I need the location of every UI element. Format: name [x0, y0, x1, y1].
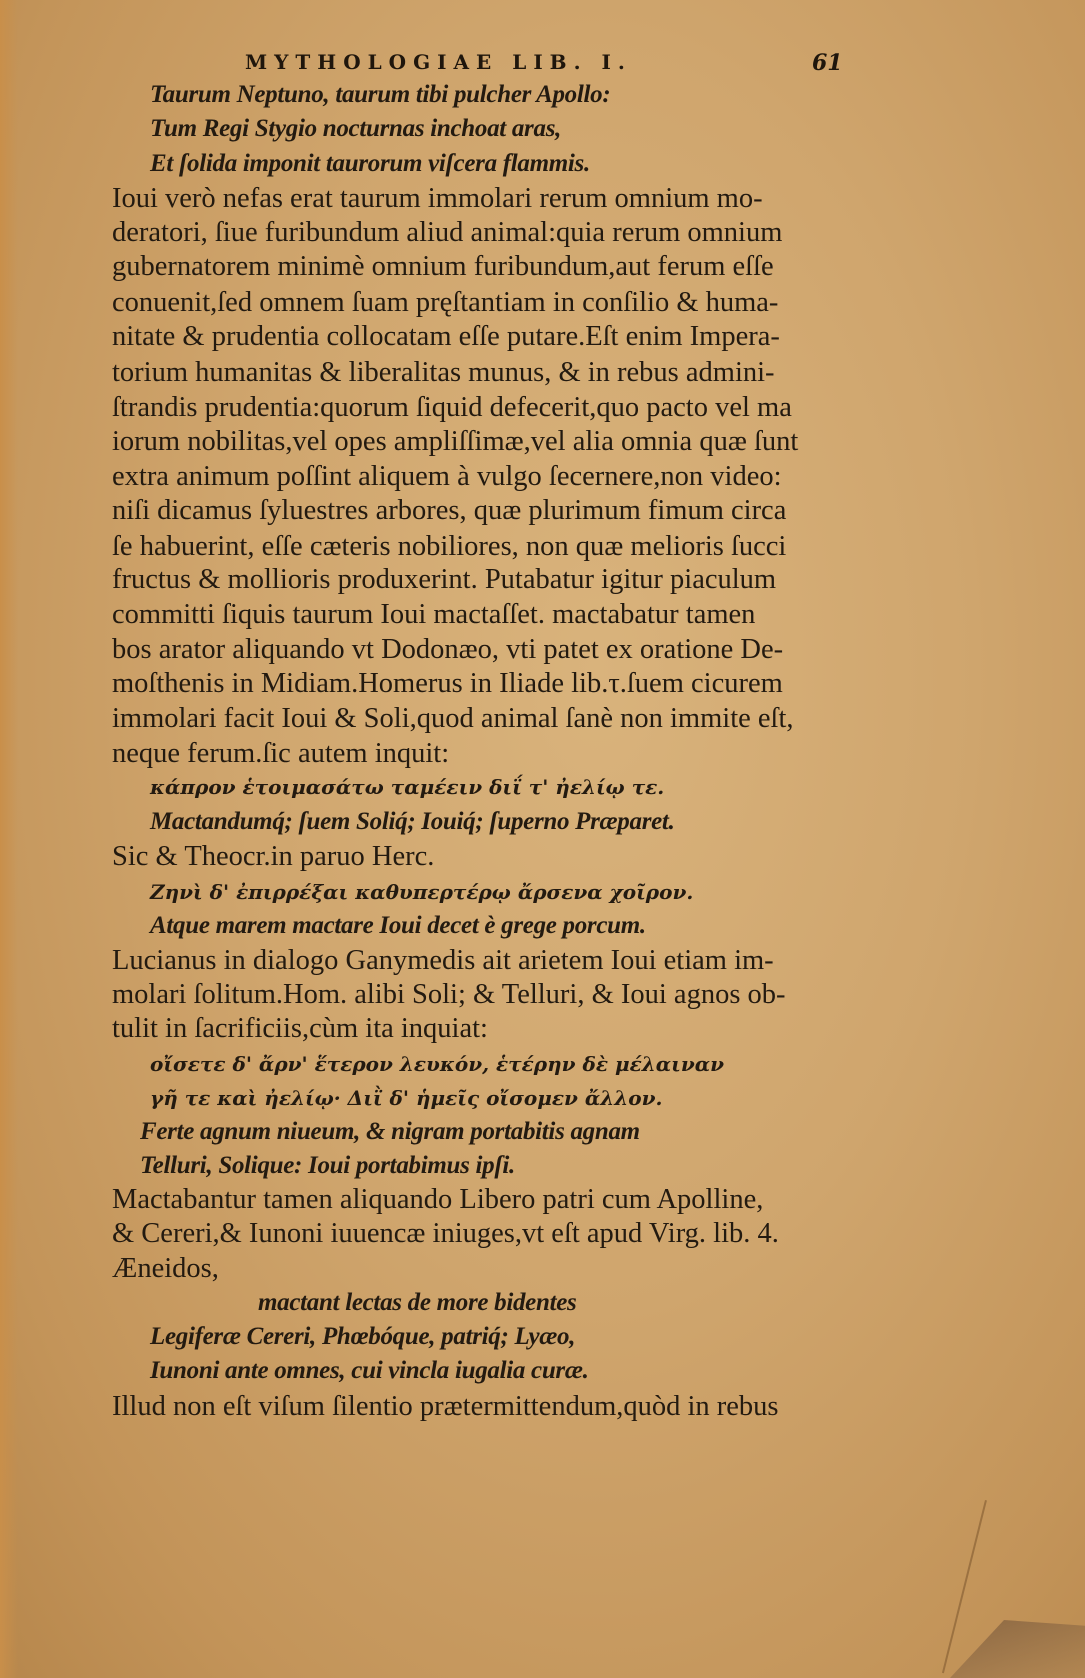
prose-line: fructus & mollioris produxerint. Putabatur igitur piaculum [112, 564, 777, 595]
prose-line: iorum nobilitas,vel opes ampliſſimæ,vel alia omnia quæ ſunt [112, 426, 799, 457]
prose-line: molari ſolitum.Hom. alibi Soli; & Telluri, & Ioui agnos ob- [112, 979, 786, 1010]
verse-line: Telluri, Solique: Ioui portabimus ipſi. [140, 1152, 515, 1179]
prose-line: moſthenis in Midiam.Homerus in Iliade lib.τ.ſuem cicurem [112, 668, 783, 699]
verse-line: Et ſolida imponit taurorum viſcera flammis. [150, 150, 590, 177]
prose-line: nitate & prudentia collocatam eſſe putare.Eſt enim Impera- [112, 321, 780, 352]
verse-line: mactant lectas de more bidentes [258, 1289, 577, 1316]
prose-line: conuenit,ſed omnem ſuam pręſtantiam in conſilio & huma- [112, 287, 779, 318]
verse-line: Tum Regi Stygio nocturnas inchoat aras, [150, 115, 562, 142]
page-number: 61 [812, 50, 843, 76]
prose-line: neque ferum.ſic autem inquit: [112, 738, 450, 769]
prose-line: ſe habuerint, eſſe cæteris nobiliores, non quæ melioris ſucci [112, 531, 787, 562]
prose-line: committi ſiquis taurum Ioui mactaſſet. mactabatur tamen [112, 599, 756, 630]
prose-line: Mactabantur tamen aliquando Libero patri cum Apolline, [112, 1184, 764, 1215]
prose-line: deratori, ſiue furibundum aliud animal:quia rerum omnium [112, 217, 783, 248]
prose-line: tulit in ſacrificiis,cùm ita inquiat: [112, 1013, 488, 1044]
greek-quote-line: οἴσετε δ' ἄρν' ἕτερον λευκόν, ἑτέρην δὲ μέλαιναν [150, 1052, 724, 1076]
prose-line: gubernatorem minimè omnium furibundum,aut ferum eſſe [112, 251, 774, 282]
greek-quote-line: Ζηνὶ δ' ἐπιρρέξαι καθυπερτέρῳ ἄρσενα χοῖρον. [150, 880, 694, 904]
prose-line: bos arator aliquando vt Dodonæo, vti patet ex oratione De- [112, 634, 784, 665]
prose-line: immolari facit Ioui & Soli,quod animal ſanè non immite eſt, [112, 703, 794, 734]
verse-line: Atque marem mactare Ioui decet è grege porcum. [150, 912, 646, 939]
prose-line: torium humanitas & liberalitas munus, & in rebus admini- [112, 357, 775, 388]
prose-line: Lucianus in dialogo Ganymedis ait arietem Ioui etiam im- [112, 945, 774, 976]
running-title: MYTHOLOGIAE LIB. I. [245, 50, 632, 74]
prose-line: extra animum poſſint aliquem à vulgo ſecernere,non video: [112, 461, 782, 492]
prose-line: Sic & Theocr.in paruo Herc. [112, 841, 435, 872]
verse-line: Legiferæ Cereri, Phœbóque, patriq́; Lyæo, [150, 1323, 576, 1350]
prose-line: Æneidos, [112, 1253, 219, 1284]
verse-line: Ferte agnum niueum, & nigram portabitis agnam [140, 1118, 640, 1145]
verse-line: Mactandumq́; ſuem Soliq́; Iouiq́; ſuperno Præparet. [150, 808, 675, 835]
prose-line: & Cereri,& Iunoni iuuencæ iniuges,vt eſt apud Virg. lib. 4. [112, 1218, 779, 1249]
prose-line: niſi dicamus ſyluestres arbores, quæ plurimum fimum circa [112, 495, 787, 526]
verse-line: Taurum Neptuno, taurum tibi pulcher Apollo: [150, 81, 611, 108]
verse-line: Iunoni ante omnes, cui vincla iugalia curæ. [150, 1357, 589, 1384]
greek-quote-line: κάπρον ἑτοιμασάτω ταμέειν διΐ τ' ἠελίῳ τε. [150, 775, 665, 799]
prose-line: Ioui verò nefas erat taurum immolari rerum omnium mo- [112, 183, 763, 214]
prose-line: ſtrandis prudentia:quorum ſiquid defecerit,quo pacto vel ma [112, 392, 792, 423]
greek-quote-line: γῆ τε καὶ ἠελίῳ· Διῒ δ' ἡμεῖς οἴσομεν ἄλλον. [150, 1086, 663, 1110]
prose-line: Illud non eſt viſum ſilentio prætermittendum,quòd in rebus [112, 1391, 779, 1422]
